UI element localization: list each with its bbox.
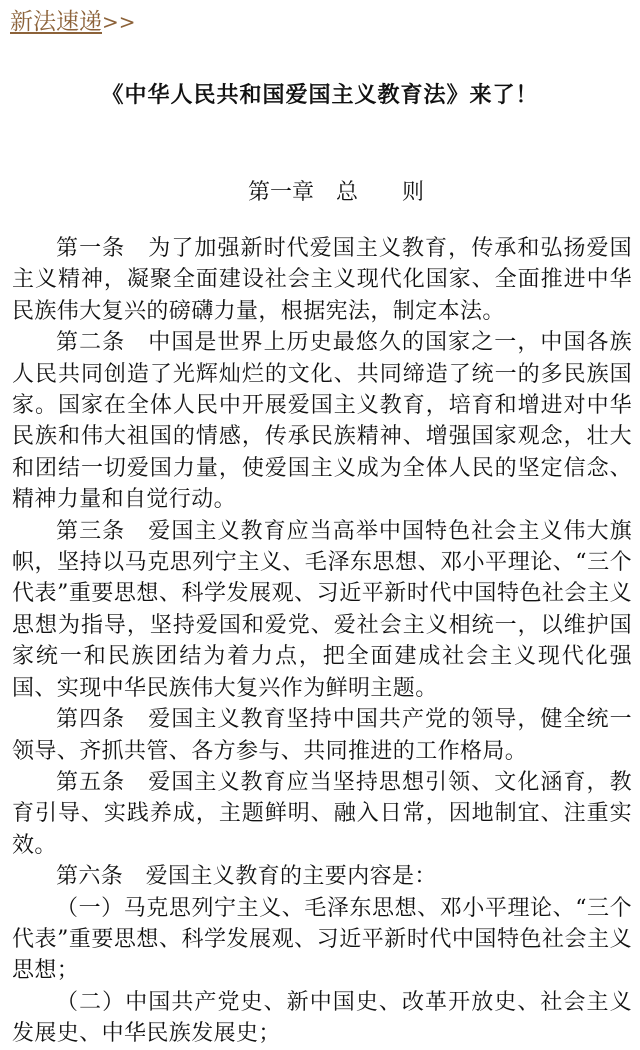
list-item-paragraph: （二）中国共产党史、新中国史、改革开放史、社会主义发展史、中华民族发展史；	[12, 989, 632, 1047]
article-paragraph: 第三条 爱国主义教育应当高举中国特色社会主义伟大旗帜，坚持以马克思列宁主义、毛泽东思想、邓小平理论、“三个代表”重要思想、科学发展观、习近平新时代中国特色社会主义思想为指导，坚持爱国和爱党、爱社会主义相统一，以维护国家统一和民族团结为着力点，把全面建成社会主义现代化强国、实现中华民族伟大复兴作为鲜明主题。	[12, 518, 632, 701]
chapter-heading: 第一章 总 则	[248, 180, 425, 205]
new-law-express-link[interactable]: 新法速递	[10, 9, 102, 35]
article-paragraph: 第二条 中国是世界上历史最悠久的国家之一，中国各族人民共同创造了光辉灿烂的文化、共同缔造了统一的多民族国家。国家在全体人民中开展爱国主义教育，培育和增进对中华民族和伟大祖国的情感，传承民族精神、增强国家观念，壮大和团结一切爱国力量，使爱国主义成为全体人民的坚定信念、精神力量和自觉行动。	[12, 330, 632, 513]
double-arrow-icon: >>	[102, 10, 136, 34]
document-title: 《中华人民共和国爱国主义教育法》来了！	[101, 83, 539, 108]
list-item-paragraph: （一）马克思列宁主义、毛泽东思想、邓小平理论、“三个代表”重要思想、科学发展观、习近平新时代中国特色社会主义思想；	[12, 895, 632, 984]
article-paragraph: 第五条 爱国主义教育应当坚持思想引领、文化涵育，教育引导、实践养成，主题鲜明、融入日常，因地制宜、注重实效。	[12, 769, 632, 858]
law-text-body	[12, 233, 632, 1050]
section-header	[10, 6, 136, 38]
article-paragraph: 第一条 为了加强新时代爱国主义教育，传承和弘扬爱国主义精神，凝聚全面建设社会主义现代化国家、全面推进中华民族伟大复兴的磅礴力量，根据宪法，制定本法。	[12, 236, 632, 324]
article-paragraph: 第六条 爱国主义教育的主要内容是：	[56, 864, 437, 890]
article-paragraph: 第四条 爱国主义教育坚持中国共产党的领导，健全统一领导、齐抓共管、各方参与、共同推进的工作格局。	[12, 707, 632, 764]
